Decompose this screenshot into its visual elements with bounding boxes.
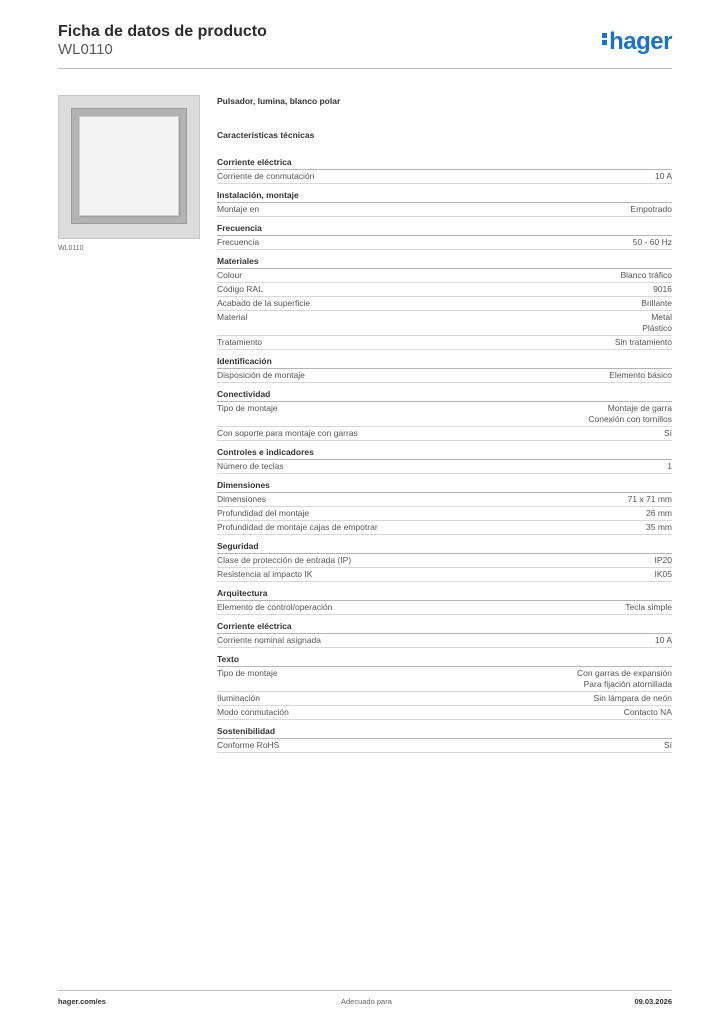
spec-key: Conforme RoHS [217, 740, 280, 750]
spec-row [217, 203, 672, 217]
page-header [58, 22, 672, 59]
spec-row [217, 706, 672, 720]
spec-value-line: Elemento básico [609, 370, 672, 380]
spec-row [217, 369, 672, 383]
spec-value-line: 50 - 60 Hz [632, 237, 672, 247]
section-title: Corriente eléctrica [217, 620, 672, 634]
spec-value-line: Con garras de expansión [577, 668, 672, 678]
spec-row [217, 554, 672, 568]
spec-value [588, 403, 672, 425]
spec-value-line: Contacto NA [623, 707, 672, 717]
spec-value [664, 740, 672, 751]
spec-value-line: 26 mm [646, 508, 672, 518]
spec-row [217, 170, 672, 184]
spec-value-line: Blanco tráfico [620, 270, 672, 280]
spec-value [621, 270, 673, 281]
logo-text: hager [609, 28, 672, 55]
spec-value [625, 602, 672, 613]
spec-value [664, 428, 672, 439]
spec-key: Corriente de conmutación [217, 171, 315, 181]
section-title: Sostenibilidad [217, 725, 672, 739]
spec-section [217, 582, 672, 615]
spec-key: Tratamiento [217, 337, 263, 347]
spec-value-line: Montaje de garra [607, 403, 672, 413]
section-title: Instalación, montaje [217, 189, 672, 203]
spec-section [217, 184, 672, 217]
section-title: Conectividad [217, 388, 672, 402]
section-title: Corriente eléctrica [217, 156, 672, 170]
spec-sections [217, 151, 672, 753]
spec-value-line: 10 A [654, 171, 672, 181]
spec-value [577, 668, 672, 690]
spec-row [217, 692, 672, 706]
footer-date: 09.03.2026 [634, 997, 672, 1006]
product-image [58, 95, 200, 239]
spec-row [217, 493, 672, 507]
spec-value [609, 370, 672, 381]
spec-value-line: Sin tratamiento [614, 337, 672, 347]
spec-section [217, 151, 672, 184]
spec-value-line: Tecla simple [625, 602, 672, 612]
spec-key: Modo conmutación [217, 707, 289, 717]
section-title: Dimensiones [217, 479, 672, 493]
spec-section [217, 474, 672, 535]
spec-section [217, 648, 672, 720]
spec-key: Tipo de montaje [217, 668, 278, 678]
spec-row [217, 601, 672, 615]
spec-value [646, 522, 672, 533]
spec-value-line: Conexión con tornillos [588, 414, 672, 424]
spec-row [217, 568, 672, 582]
spec-key: Montaje en [217, 204, 260, 214]
spec-value-line: 35 mm [646, 522, 672, 532]
spec-value-line: Metal [651, 312, 672, 322]
spec-value [628, 494, 672, 505]
spec-key: Número de teclas [217, 461, 284, 471]
spec-row [217, 507, 672, 521]
spec-key: Acabado de la superficie [217, 298, 311, 308]
spec-value [655, 635, 672, 646]
spec-section [217, 383, 672, 441]
image-caption: WL0110 [58, 245, 84, 252]
spec-content [217, 96, 672, 753]
spec-section [217, 350, 672, 383]
spec-key: Dimensiones [217, 494, 267, 504]
spec-row [217, 667, 672, 692]
spec-value-line: Sin lámpara de neón [593, 693, 672, 703]
spec-row [217, 634, 672, 648]
spec-key: Corriente nominal asignada [217, 635, 321, 645]
spec-key: Clase de protección de entrada (IP) [217, 555, 352, 565]
switch-rocker [79, 116, 179, 216]
spec-value-line: 71 x 71 mm [627, 494, 672, 504]
spec-value-line: IK05 [654, 569, 672, 579]
spec-key: Profundidad del montaje [217, 508, 310, 518]
spec-key: Disposición de montaje [217, 370, 305, 380]
spec-row [217, 269, 672, 283]
spec-key: Resistencia al impacto IK [217, 569, 313, 579]
spec-row [217, 236, 672, 250]
section-title: Controles e indicadores [217, 446, 672, 460]
spec-key: Material [217, 312, 248, 322]
tech-heading: Características técnicas [217, 130, 315, 140]
spec-row [217, 739, 672, 753]
spec-value-line: 9016 [653, 284, 672, 294]
spec-key: Con soporte para montaje con garras [217, 428, 358, 438]
spec-row [217, 460, 672, 474]
spec-value [646, 508, 672, 519]
footer-note: Adecuado para [341, 997, 392, 1006]
spec-row [217, 427, 672, 441]
section-title: Texto [217, 653, 672, 667]
product-code: WL0110 [58, 41, 113, 58]
logo-dots-icon [602, 31, 607, 47]
spec-section [217, 250, 672, 350]
hager-logo[interactable] [602, 28, 672, 56]
spec-section [217, 720, 672, 753]
spec-value [624, 707, 672, 718]
product-description: Pulsador, lumina, blanco polar [217, 96, 341, 106]
spec-section [217, 615, 672, 648]
spec-value [630, 204, 672, 215]
page-title: Ficha de datos de producto [58, 23, 267, 40]
spec-row [217, 297, 672, 311]
spec-key: Código RAL [217, 284, 263, 294]
spec-key: Profundidad de montaje cajas de empotrar [217, 522, 378, 532]
spec-value-line: Sí [663, 740, 672, 750]
spec-row [217, 402, 672, 427]
spec-row [217, 336, 672, 350]
spec-value [655, 555, 673, 566]
spec-section [217, 535, 672, 582]
spec-section [217, 217, 672, 250]
spec-value [667, 461, 672, 472]
footer-divider [58, 990, 672, 991]
spec-key: Elemento de control/operación [217, 602, 333, 612]
spec-value-line: 10 A [654, 635, 672, 645]
spec-value-line: Brillante [641, 298, 672, 308]
section-title: Materiales [217, 255, 672, 269]
spec-value-line: Empotrado [630, 204, 672, 214]
section-title: Identificación [217, 355, 672, 369]
spec-value-line: 1 [667, 461, 672, 471]
spec-value-line: IP20 [654, 555, 672, 565]
spec-section [217, 441, 672, 474]
spec-value [633, 237, 672, 248]
section-title: Seguridad [217, 540, 672, 554]
header-divider [58, 68, 672, 69]
section-title: Frecuencia [217, 222, 672, 236]
spec-row [217, 311, 672, 336]
spec-key: Colour [217, 270, 243, 280]
spec-value-line: Sí [663, 428, 672, 438]
spec-key: Tipo de montaje [217, 403, 278, 413]
spec-row [217, 521, 672, 535]
spec-value [615, 337, 672, 348]
spec-value [655, 569, 673, 580]
spec-value [641, 298, 672, 309]
spec-value [653, 284, 672, 295]
spec-value [642, 312, 672, 334]
section-title: Arquitectura [217, 587, 672, 601]
spec-key: Iluminación [217, 693, 260, 703]
spec-value-line: Plástico [642, 323, 672, 333]
spec-row [217, 283, 672, 297]
spec-value [655, 171, 672, 182]
footer-link[interactable]: hager.com/es [58, 997, 106, 1006]
spec-key: Frecuencia [217, 237, 260, 247]
spec-value-line: Para fijación atornillada [583, 679, 672, 689]
spec-value [594, 693, 672, 704]
